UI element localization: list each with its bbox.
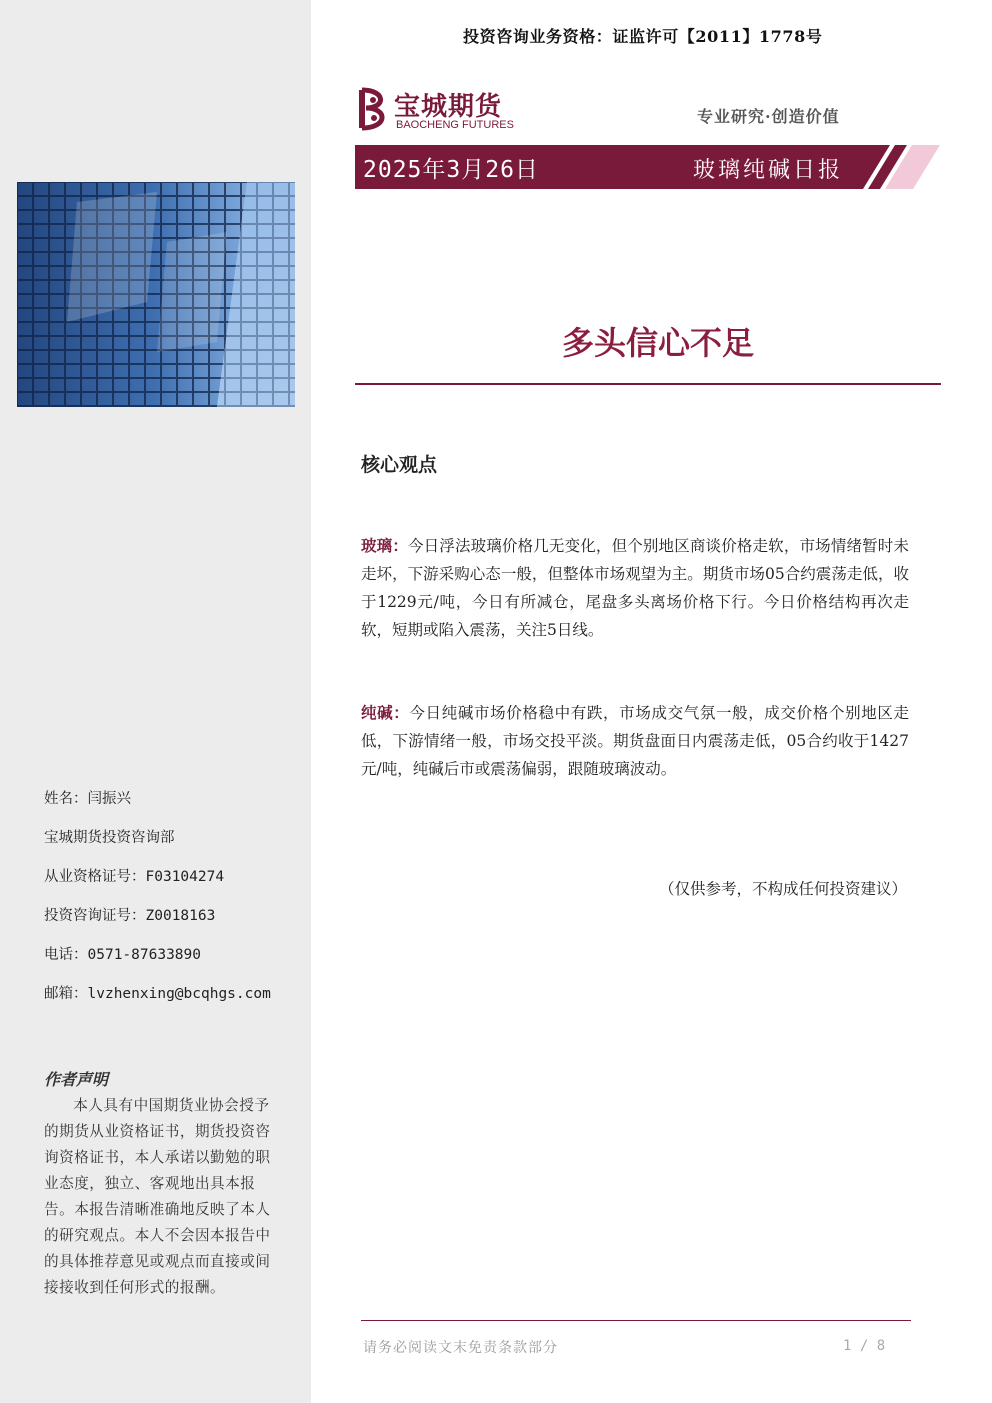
core-view-title: 核心观点 — [361, 454, 438, 476]
headline-divider — [355, 383, 941, 385]
author-consult-license: 投资咨询证号：Z0018163 — [44, 908, 216, 924]
slogan: 专业研究·创造价值 — [697, 107, 840, 126]
author-email: 邮箱：lvzhenxing@bcqhgs.com — [44, 986, 271, 1002]
page-number: 1 / 8 — [843, 1338, 886, 1354]
glass-label: 玻璃： — [361, 536, 408, 555]
soda-paragraph — [361, 699, 909, 783]
soda-text: 今日纯碱市场价格稳中有跌，市场成交气氛一般，成交价格个别地区走低，下游情绪一般，市场交投平淡。期货盘面日内震荡走低，05合约收于1427元/吨，纯碱后市或震荡偏弱，跟随玻璃波动。 — [361, 704, 909, 778]
qualification-text: 投资咨询业务资格：证监许可【2011】1778号 — [463, 27, 823, 46]
author-info — [44, 786, 304, 1020]
declaration-title: 作者声明 — [44, 1070, 109, 1089]
report-name: 玻璃纯碱日报 — [693, 158, 844, 183]
author-phone: 电话：0571-87633890 — [44, 947, 201, 963]
author-dept: 宝城期货投资咨询部 — [44, 830, 175, 846]
company-logo — [356, 86, 526, 134]
report-headline: 多头信心不足 — [561, 324, 754, 362]
author-license: 从业资格证号：F03104274 — [44, 869, 225, 885]
soda-label: 纯碱： — [361, 703, 410, 722]
building-photo — [17, 182, 295, 407]
glass-paragraph — [361, 532, 909, 644]
footer-divider — [361, 1320, 911, 1321]
footer-note: 请务必阅读文末免责条款部分 — [363, 1340, 558, 1356]
declaration-body: 本人具有中国期货业协会授予的期货从业资格证书，期货投资咨询资格证书，本人承诺以勤勉的职业态度，独立、客观地出具本报告。本报告清晰准确地反映了本人的研究观点。本人不会因本报告中的具体推荐意见或观点而直接或间接接收到任何形式的报酬。 — [44, 1097, 271, 1296]
glass-text: 今日浮法玻璃价格几无变化，但个别地区商谈价格走软，市场情绪暂时未走坏，下游采购心态一般，但整体市场观望为主。期货市场05合约震荡走低，收于1229元/吨，今日有所减仓，尾盘多头离场价格下行。今日价格结构再次走软，短期或陷入震荡，关注5日线。 — [361, 537, 909, 639]
logo-english-name: BAOCHENG FUTURES — [396, 119, 514, 131]
disclaimer: （仅供参考，不构成任何投资建议） — [658, 880, 907, 898]
report-banner — [355, 145, 940, 189]
logo-mark-icon — [356, 86, 390, 132]
report-date: 2025年3月26日 — [363, 157, 539, 183]
logo-chinese-name: 宝城期货 — [394, 92, 503, 122]
author-name: 姓名：闫振兴 — [44, 791, 131, 807]
